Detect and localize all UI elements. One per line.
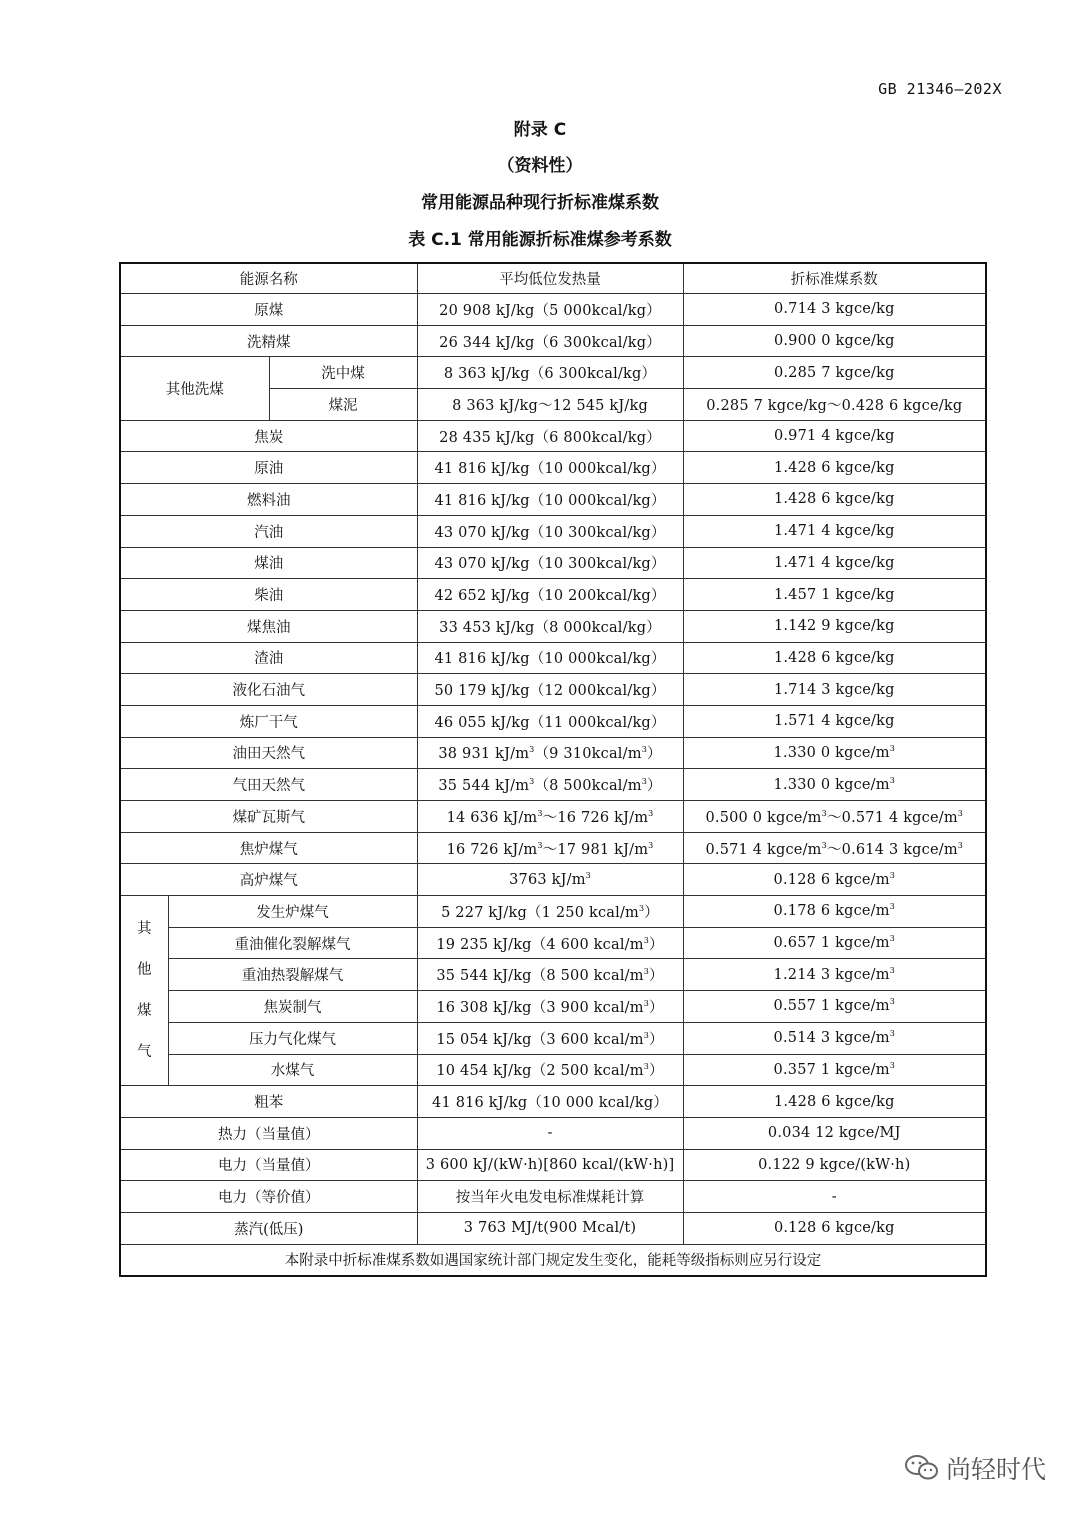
- heat-value: 46 055 kJ/kg（11 000kcal/kg）: [417, 705, 683, 737]
- heat-value: 43 070 kJ/kg（10 300kcal/kg）: [417, 515, 683, 547]
- heat-value: 41 816 kJ/kg（10 000 kcal/kg）: [417, 1086, 683, 1118]
- table-row: [120, 1086, 986, 1118]
- coef-value: 0.128 6 kgce/kg: [683, 1212, 986, 1244]
- table-row: [120, 420, 986, 452]
- table-row: [120, 1022, 986, 1054]
- group-label-other-washed-coal: 其他洗煤: [120, 357, 269, 420]
- coef-value: 1.330 0 kgce/$m^3$: [683, 769, 986, 801]
- appendix-title: 附录 C: [513, 120, 567, 140]
- col-header-heat: 平均低位发热量: [417, 263, 683, 294]
- heat-value: 41 816 kJ/kg（10 000kcal/kg）: [417, 484, 683, 516]
- coef-value: 0.178 6 kgce/$m^3$: [683, 896, 986, 928]
- coefficient-table: [119, 262, 987, 1277]
- heat-value: 42 652 kJ/kg（10 200kcal/kg）: [417, 579, 683, 611]
- energy-name: 煤泥: [269, 389, 417, 421]
- table-row: [120, 294, 986, 326]
- table-row: [120, 959, 986, 991]
- table-row: [120, 737, 986, 769]
- energy-name: 粗苯: [120, 1086, 417, 1118]
- heat-value: 19 235 kJ/kg（4 600 kcal/$m^3$）: [417, 927, 683, 959]
- energy-name: 热力（当量值）: [120, 1117, 417, 1149]
- appendix-nature: （资料性）: [497, 156, 583, 176]
- heat-value: 3 763 MJ/t(900 Mcal/t): [417, 1212, 683, 1244]
- coef-value: 1.142 9 kgce/kg: [683, 610, 986, 642]
- coef-value: 0.657 1 kgce/$m^3$: [683, 927, 986, 959]
- energy-name: 气田天然气: [120, 769, 417, 801]
- table-row: [120, 642, 986, 674]
- coef-value: 1.428 6 kgce/kg: [683, 484, 986, 516]
- table-row: [120, 515, 986, 547]
- heat-value: 28 435 kJ/kg（6 800kcal/kg）: [417, 420, 683, 452]
- col-header-coef: 折标准煤系数: [683, 263, 986, 294]
- energy-name: 重油催化裂解煤气: [168, 927, 417, 959]
- coef-value: 0.714 3 kgce/kg: [683, 294, 986, 326]
- table-row: [120, 1054, 986, 1086]
- energy-name: 煤油: [120, 547, 417, 579]
- heat-value: 16 308 kJ/kg（3 900 kcal/$m^3$）: [417, 991, 683, 1023]
- heat-value: 38 931 $kJ/m^3(9$ $310kcal/m^3$）: [417, 737, 683, 769]
- energy-name: 油田天然气: [120, 737, 417, 769]
- coef-value: 0.500 0 kgce/$m^3\sim 0.571$ 4 kgce/$m^3$: [683, 801, 986, 833]
- coef-value: 1.457 1 kgce/kg: [683, 579, 986, 611]
- heat-value: 3763 $kJ/m^3$: [417, 864, 683, 896]
- energy-name: 水煤气: [168, 1054, 417, 1086]
- heat-value: 33 453 kJ/kg（8 000kcal/kg）: [417, 610, 683, 642]
- energy-name: 压力气化煤气: [168, 1022, 417, 1054]
- heat-value: 35 544 $kJ/m^3(8$ $500kcal/m^3$）: [417, 769, 683, 801]
- heat-value: -: [417, 1117, 683, 1149]
- energy-name: 电力（当量值）: [120, 1149, 417, 1181]
- coef-value: 1.214 3 kgce/$m^3$: [683, 959, 986, 991]
- table-row: [120, 674, 986, 706]
- energy-name: 煤矿瓦斯气: [120, 801, 417, 833]
- heat-value: 10 454 kJ/kg（2 500 kcal/$m^3$）: [417, 1054, 683, 1086]
- group-label-other-gas: 其 他 煤 气: [120, 896, 168, 1086]
- coef-value: 0.285 7 kgce/kg～0.428 6 kgce/kg: [683, 389, 986, 421]
- coef-value: 0.122 9 kgce/(kW·h): [683, 1149, 986, 1181]
- heat-value: 41 816 kJ/kg（10 000kcal/kg）: [417, 642, 683, 674]
- energy-name: 液化石油气: [120, 674, 417, 706]
- table-footnote-row: [120, 1244, 986, 1276]
- coef-value: 1.471 4 kgce/kg: [683, 547, 986, 579]
- table-header-row: [120, 263, 986, 294]
- table-row: [120, 1117, 986, 1149]
- energy-name: 煤焦油: [120, 610, 417, 642]
- heat-value: 8 363 kJ/kg～12 545 kJ/kg: [417, 389, 683, 421]
- coef-value: 1.428 6 kgce/kg: [683, 452, 986, 484]
- table-row: [120, 1149, 986, 1181]
- coef-value: 1.428 6 kgce/kg: [683, 642, 986, 674]
- energy-name: 燃料油: [120, 484, 417, 516]
- heat-value: 20 908 kJ/kg（5 000kcal/kg）: [417, 294, 683, 326]
- heat-value: 50 179 kJ/kg（12 000kcal/kg）: [417, 674, 683, 706]
- energy-name: 发生炉煤气: [168, 896, 417, 928]
- heat-value: 43 070 kJ/kg（10 300kcal/kg）: [417, 547, 683, 579]
- table-row: [120, 610, 986, 642]
- table-row: [120, 896, 986, 928]
- table-row: [120, 325, 986, 357]
- coef-value: 1.471 4 kgce/kg: [683, 515, 986, 547]
- coef-value: -: [683, 1181, 986, 1213]
- table-row: [120, 927, 986, 959]
- heat-value: 41 816 kJ/kg（10 000kcal/kg）: [417, 452, 683, 484]
- wechat-icon: [904, 1453, 940, 1483]
- heat-value: 14 636 $kJ/m^3\sim 16$ 726 $kJ/m^3$: [417, 801, 683, 833]
- standard-code: GB 21346—202X: [878, 80, 1002, 98]
- coef-value: 1.714 3 kgce/kg: [683, 674, 986, 706]
- heat-value: 16 726 $kJ/m^3\sim 17$ 981 $kJ/m^3$: [417, 832, 683, 864]
- energy-name: 焦炭制气: [168, 991, 417, 1023]
- col-header-name: 能源名称: [120, 263, 417, 294]
- table-row: [120, 769, 986, 801]
- energy-name: 汽油: [120, 515, 417, 547]
- energy-name: 洗精煤: [120, 325, 417, 357]
- table-row: [120, 484, 986, 516]
- energy-name: 渣油: [120, 642, 417, 674]
- energy-name: 炼厂干气: [120, 705, 417, 737]
- energy-name: 电力（等价值）: [120, 1181, 417, 1213]
- table-row: [120, 1181, 986, 1213]
- table-row: [120, 1212, 986, 1244]
- coef-value: 0.900 0 kgce/kg: [683, 325, 986, 357]
- energy-name: 柴油: [120, 579, 417, 611]
- coef-value: 0.285 7 kgce/kg: [683, 357, 986, 389]
- table-row: [120, 547, 986, 579]
- heat-value: 15 054 kJ/kg（3 600 kcal/$m^3$）: [417, 1022, 683, 1054]
- coef-value: 0.357 1 kgce/$m^3$: [683, 1054, 986, 1086]
- coef-value: 0.128 6 kgce/$m^3$: [683, 864, 986, 896]
- energy-name: 高炉煤气: [120, 864, 417, 896]
- heat-value: 3 600 kJ/(kW·h)[860 kcal/(kW·h)]: [417, 1149, 683, 1181]
- energy-name: 原油: [120, 452, 417, 484]
- watermark-text: 尚轻时代: [945, 1455, 1046, 1484]
- table-row: [120, 357, 986, 389]
- energy-name: 原煤: [120, 294, 417, 326]
- energy-name: 焦炉煤气: [120, 832, 417, 864]
- table-row: [120, 991, 986, 1023]
- table-row: [120, 801, 986, 833]
- coef-value: 0.034 12 kgce/MJ: [683, 1117, 986, 1149]
- table-row: [120, 832, 986, 864]
- heat-value: 5 227 kJ/kg（1 250 kcal/$m^3$）: [417, 896, 683, 928]
- coef-value: 0.514 3 kgce/$m^3$: [683, 1022, 986, 1054]
- table-row: [120, 864, 986, 896]
- table-row: [120, 452, 986, 484]
- energy-name: 蒸汽(低压): [120, 1212, 417, 1244]
- coef-value: 1.571 4 kgce/kg: [683, 705, 986, 737]
- coef-value: 1.428 6 kgce/kg: [683, 1086, 986, 1118]
- heat-value: 按当年火电发电标准煤耗计算: [417, 1181, 683, 1213]
- energy-name: 重油热裂解煤气: [168, 959, 417, 991]
- coef-value: 0.557 1 kgce/$m^3$: [683, 991, 986, 1023]
- table-caption: 表 C.1 常用能源折标准煤参考系数: [408, 230, 672, 250]
- heat-value: 8 363 kJ/kg（6 300kcal/kg）: [417, 357, 683, 389]
- table-row: [120, 579, 986, 611]
- energy-name: 洗中煤: [269, 357, 417, 389]
- table-footnote: 本附录中折标准煤系数如遇国家统计部门规定发生变化，能耗等级指标则应另行设定: [120, 1244, 986, 1276]
- heat-value: 35 544 kJ/kg（8 500 kcal/$m^3$）: [417, 959, 683, 991]
- table-row: [120, 705, 986, 737]
- energy-name: 焦炭: [120, 420, 417, 452]
- coef-value: 1.330 0 kgce/$m^3$: [683, 737, 986, 769]
- watermark: [904, 1450, 1046, 1486]
- coef-value: 0.971 4 kgce/kg: [683, 420, 986, 452]
- heat-value: 26 344 kJ/kg（6 300kcal/kg）: [417, 325, 683, 357]
- main-title: 常用能源品种现行折标准煤系数: [421, 193, 659, 213]
- coef-value: 0.571 4 kgce/$m^3\sim 0.614$ 3 kgce/$m^3$: [683, 832, 986, 864]
